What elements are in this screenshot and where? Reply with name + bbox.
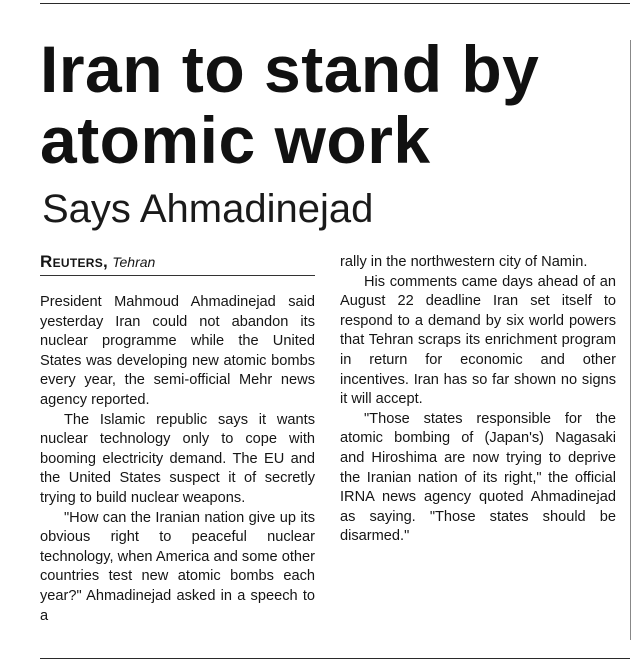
headline: Iran to stand by atomic work xyxy=(40,32,540,177)
paragraph: "How can the Iranian nation give up its obvious right to peaceful nuclear technology, when America and some other countries test new atomic bombs each year?" Ahmadinejad asked in a speech to a xyxy=(40,509,315,624)
paragraph: "Those states responsible for the atomic bombing of (Japan's) Nagasaki and Hiroshima are now trying to deprive the Iranian nation of its right," the official IRNA news agency quoted Ahmadinejad as saying. "Those states should be disarmed." xyxy=(340,410,616,545)
byline-agency: Reuters, xyxy=(40,252,109,271)
paragraph: rally in the northwestern city of Namin. xyxy=(340,254,588,270)
paragraph: His comments came days ahead of an August 22 deadline Iran set itself to respond to a demand by six world powers that Tehran scraps its enrichment program in return for economic and other incentives. Iran has so far shown no signs it will accept. xyxy=(340,273,616,408)
column-edge-rule xyxy=(630,40,631,640)
top-rule xyxy=(40,3,630,4)
paragraph: President Mahmoud Ahmadinejad said yesterday Iran could not abandon its nuclear programme while the United States was developing new atomic bombs every year, the semi-official Mehr news agency reported. xyxy=(40,294,315,408)
paragraph: The Islamic republic says it wants nuclear technology only to cope with booming electricity demand. The EU and the United States suspect it of secretly trying to build nuclear weapons. xyxy=(40,411,315,506)
right-column xyxy=(340,253,616,547)
left-column xyxy=(40,293,315,626)
bottom-rule xyxy=(40,658,630,659)
subheadline: Says Ahmadinejad xyxy=(42,187,374,231)
byline-location: Tehran xyxy=(112,254,156,270)
byline xyxy=(40,253,315,276)
